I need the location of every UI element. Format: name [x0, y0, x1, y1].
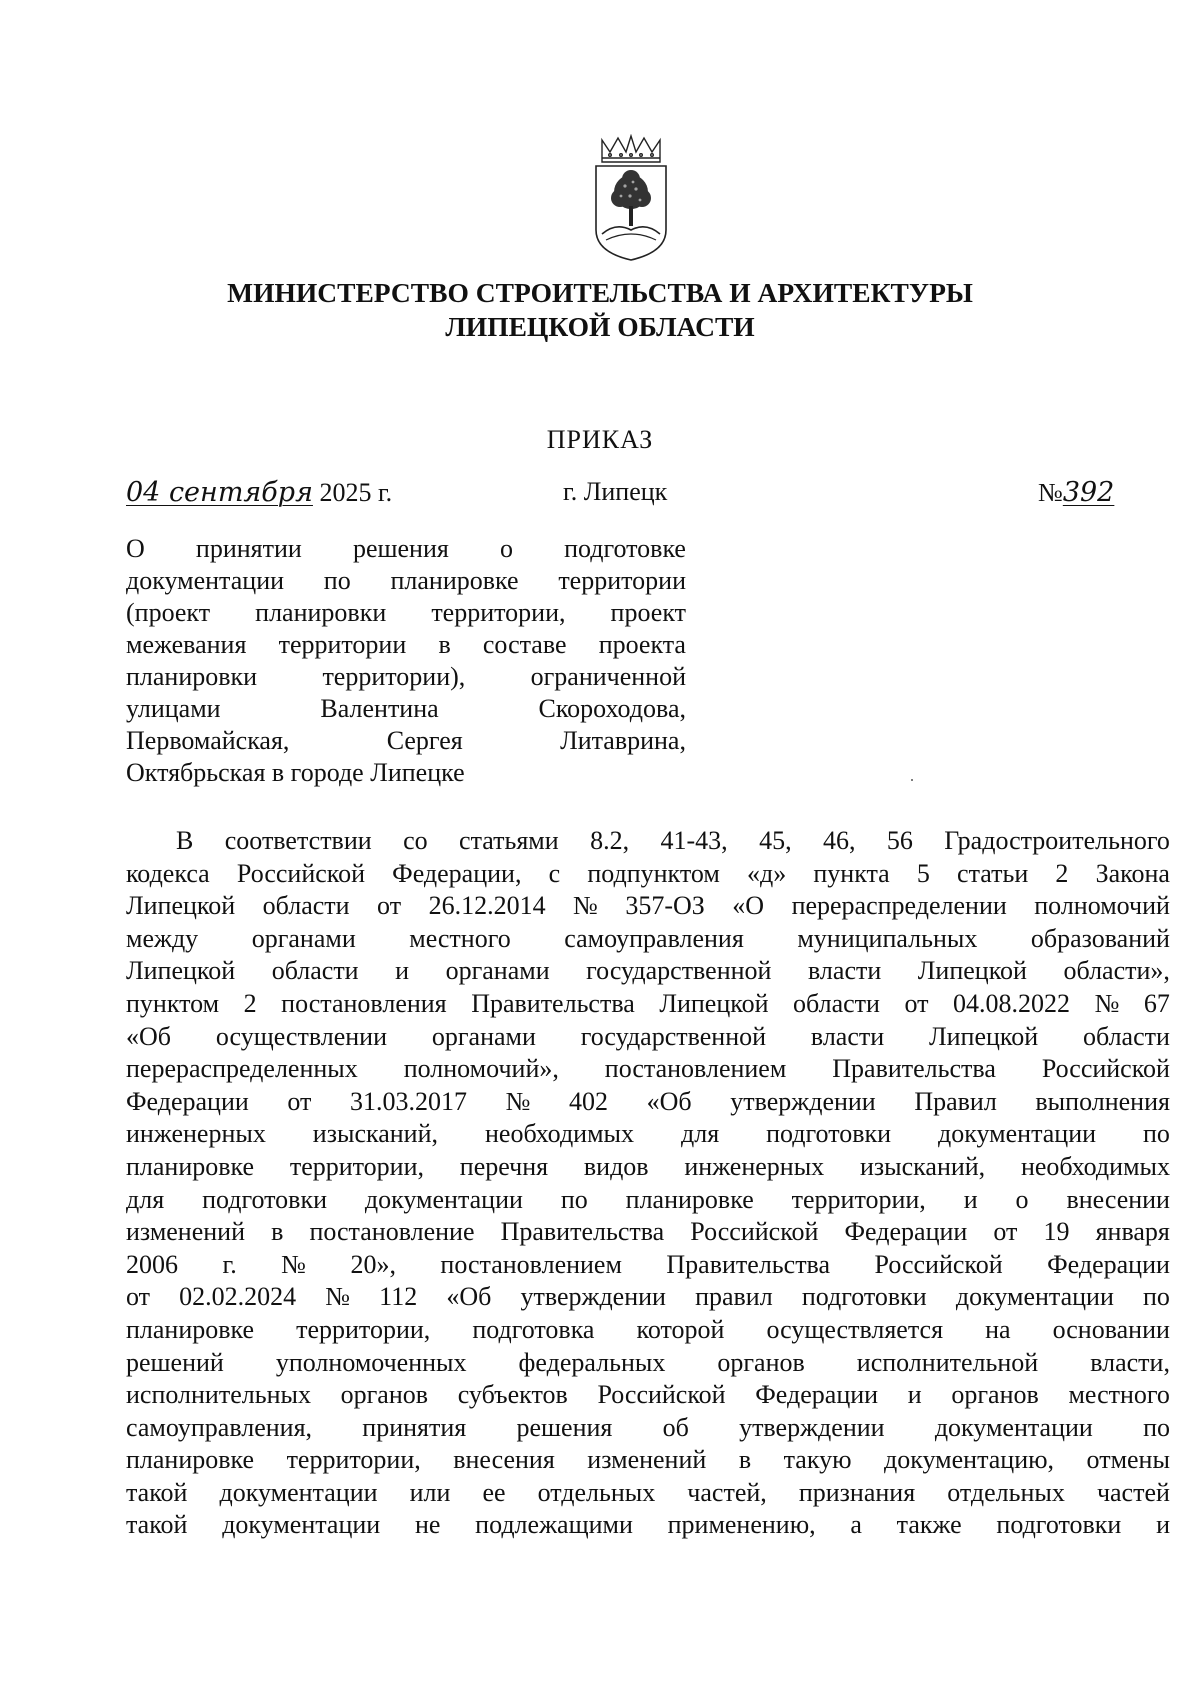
word: и	[963, 1184, 978, 1214]
word: Правительства	[832, 1054, 996, 1084]
body-line	[126, 1053, 1170, 1086]
word: документации	[126, 566, 285, 595]
word: органов	[951, 1380, 1039, 1410]
body-line	[126, 1118, 1170, 1151]
number-sign: №	[1038, 478, 1063, 507]
subject-line	[126, 725, 686, 757]
word: 56	[886, 826, 913, 855]
word: от	[993, 1217, 1018, 1247]
word: документации	[934, 1412, 1093, 1442]
body-line	[126, 1184, 1170, 1217]
word: 402	[569, 1086, 609, 1116]
word: об	[662, 1412, 689, 1442]
handwritten-number: 392	[1062, 477, 1115, 508]
word: самоуправления,	[126, 1412, 313, 1442]
word: планировки	[255, 598, 387, 627]
word: Правил	[914, 1086, 997, 1116]
word: государственной	[586, 956, 772, 986]
word: Правительства	[666, 1249, 831, 1279]
subject-line	[126, 661, 686, 693]
word: органами	[445, 956, 550, 986]
word: 02.02.2024	[179, 1282, 297, 1312]
word: изменений	[126, 1217, 246, 1247]
word: статьи	[957, 858, 1029, 888]
word: о	[1015, 1184, 1029, 1214]
word: от	[904, 988, 929, 1018]
word: Российской	[597, 1380, 726, 1410]
word: утверждении	[520, 1282, 666, 1312]
word: полномочий	[1034, 891, 1170, 921]
subject-line	[126, 693, 686, 725]
word: 2006	[126, 1249, 178, 1279]
word: утверждении	[730, 1086, 876, 1116]
word: образований	[1030, 923, 1170, 953]
word: государственной	[580, 1021, 767, 1051]
word: признания	[798, 1477, 916, 1507]
word: №	[573, 891, 598, 921]
word: в	[438, 630, 451, 659]
word: местного	[409, 923, 511, 953]
word: а	[850, 1510, 862, 1540]
subject-line	[126, 757, 686, 789]
word: подготовка	[472, 1314, 595, 1344]
word: области	[271, 956, 359, 986]
word: 8.2,	[590, 826, 630, 855]
word: решения	[352, 534, 449, 563]
word: Липецкой	[126, 891, 236, 921]
word: О	[126, 534, 145, 563]
word: изысканий,	[312, 1119, 439, 1149]
word: Октябрьская в городе Липецке	[126, 758, 465, 787]
word: 19	[1043, 1217, 1070, 1247]
word: проект	[610, 598, 686, 627]
order-body	[126, 825, 1170, 1542]
word: такую	[783, 1445, 852, 1475]
body-line	[126, 1509, 1170, 1542]
word: необходимых	[1020, 1151, 1170, 1181]
word: выполнения	[1035, 1086, 1170, 1116]
word: отдельных	[947, 1477, 1065, 1507]
word: изысканий,	[859, 1151, 986, 1181]
word: документации	[364, 1184, 523, 1214]
subject-line	[126, 597, 686, 629]
word: перераспределенных	[126, 1054, 358, 1084]
word: области»,	[1063, 956, 1170, 986]
word: Закона	[1095, 858, 1170, 888]
order-year: 2025 г.	[319, 478, 393, 507]
word: органов	[340, 1380, 429, 1410]
body-line	[126, 923, 1170, 956]
word: «Об	[646, 1086, 692, 1116]
word: перераспределении	[791, 891, 1007, 921]
word: В	[176, 826, 194, 855]
word: №	[281, 1249, 306, 1279]
word: «Об	[126, 1021, 172, 1051]
subject-line	[126, 533, 686, 565]
word: кодекса	[126, 858, 210, 888]
word: территории	[558, 566, 686, 595]
word: внесении	[1066, 1184, 1170, 1214]
word: субъектов	[457, 1380, 568, 1410]
word: инженерных	[126, 1119, 266, 1149]
word: самоуправления	[564, 923, 744, 953]
word: «Об	[446, 1282, 492, 1312]
word: 26.12.2014	[428, 891, 546, 921]
word: 20»,	[350, 1249, 396, 1279]
body-line	[126, 1021, 1170, 1054]
word: области	[1083, 1021, 1170, 1051]
order-date	[126, 477, 392, 508]
word: применению,	[667, 1510, 816, 1540]
word: 5	[916, 858, 930, 888]
word: местного	[1068, 1380, 1170, 1410]
word: органами	[251, 923, 356, 953]
word: федеральных	[518, 1347, 666, 1377]
word: органами	[431, 1021, 536, 1051]
word: Сергея	[386, 726, 463, 755]
ministry-heading-line2: ЛИПЕЦКОЙ ОБЛАСТИ	[445, 311, 755, 342]
word: от	[126, 1282, 151, 1312]
word: Скороходова,	[538, 694, 686, 723]
word: Валентина	[320, 694, 439, 723]
word: подготовки	[766, 1119, 892, 1149]
word: для	[126, 1184, 165, 1214]
word: между	[126, 923, 199, 953]
word: улицами	[126, 694, 221, 723]
word: органов	[717, 1347, 805, 1377]
word: ограниченной	[530, 662, 686, 691]
word: области	[793, 988, 880, 1018]
word: Российской	[874, 1249, 1003, 1279]
word: Федерации	[1047, 1249, 1170, 1279]
word: Первомайская,	[126, 726, 290, 755]
word: постановления	[281, 988, 447, 1018]
word: по	[323, 566, 351, 595]
word: решений	[126, 1347, 224, 1377]
word: Российской	[236, 858, 366, 888]
word: по	[560, 1184, 588, 1214]
word: Федерации	[844, 1217, 968, 1247]
word: Липецкой	[929, 1021, 1039, 1051]
body-line	[126, 1314, 1170, 1347]
word: №	[1094, 988, 1120, 1018]
word: №	[505, 1086, 531, 1116]
body-line	[126, 1412, 1170, 1445]
subject-line	[126, 629, 686, 661]
word: планировке	[126, 1445, 255, 1475]
word: от	[377, 891, 402, 921]
body-line	[126, 1379, 1170, 1412]
word: утверждении	[739, 1412, 885, 1442]
word: внесения	[453, 1445, 555, 1475]
word: Литаврина,	[560, 726, 686, 755]
word: межевания	[126, 630, 247, 659]
body-line	[126, 955, 1170, 988]
word: и	[907, 1380, 922, 1410]
word: территории,	[791, 1184, 926, 1214]
word: со	[403, 826, 428, 855]
word: власти	[810, 1021, 885, 1051]
word: постановлением	[604, 1054, 787, 1084]
word: полномочий»,	[403, 1054, 559, 1084]
word: подлежащими	[475, 1510, 633, 1540]
word: от	[287, 1086, 312, 1116]
word: такой	[126, 1477, 188, 1507]
word: подпунктом	[587, 858, 720, 888]
word: документации	[222, 1510, 381, 1540]
word: для	[680, 1119, 720, 1149]
word: (проект	[126, 598, 211, 627]
word: соответствии	[224, 826, 372, 855]
body-line	[126, 1477, 1170, 1510]
word: изменений	[587, 1445, 707, 1475]
subject-line	[126, 565, 686, 597]
word: планировке	[625, 1184, 754, 1214]
word: документации	[938, 1119, 1097, 1149]
order-number	[1038, 477, 1114, 508]
word: отдельных	[537, 1477, 656, 1507]
word: планировке	[390, 566, 519, 595]
word: января	[1095, 1217, 1170, 1247]
body-line	[126, 1216, 1170, 1249]
word: о	[499, 534, 513, 563]
word: необходимых	[484, 1119, 635, 1149]
word: осуществлении	[215, 1021, 388, 1051]
word: Правительства	[500, 1217, 665, 1247]
word: по	[1143, 1119, 1170, 1149]
word: по	[1142, 1282, 1170, 1312]
word: также	[896, 1510, 962, 1540]
body-line	[126, 1444, 1170, 1477]
word: постановлением	[440, 1249, 622, 1279]
word: документации	[219, 1477, 378, 1507]
word: решения	[516, 1412, 613, 1442]
word: документации	[955, 1282, 1114, 1312]
coat-of-arms-emblem	[588, 134, 674, 264]
word: постановление	[309, 1217, 475, 1247]
word: 2	[1055, 858, 1069, 888]
order-subject	[126, 533, 686, 789]
word: планировке	[126, 1314, 255, 1344]
word: в	[271, 1217, 284, 1247]
word: и	[1156, 1510, 1170, 1540]
word: 46,	[822, 826, 856, 855]
word: 67	[1143, 988, 1170, 1018]
word: 41-43,	[660, 826, 728, 855]
word: территории,	[286, 1445, 421, 1475]
word: территории	[278, 630, 407, 659]
word: Липецкой	[917, 956, 1027, 986]
word: перечня	[459, 1151, 549, 1181]
word: и	[395, 956, 410, 986]
word: по	[1143, 1412, 1170, 1442]
word: планировки	[126, 662, 258, 691]
word: Российской	[690, 1217, 819, 1247]
body-line	[126, 1347, 1170, 1380]
word: Правительства	[471, 988, 635, 1018]
word: инженерных	[684, 1151, 825, 1181]
word: 357-ОЗ	[625, 891, 705, 921]
word: или	[409, 1477, 451, 1507]
body-line	[126, 1249, 1170, 1282]
word: проекта	[598, 630, 686, 659]
document-type-title: ПРИКАЗ	[546, 425, 654, 454]
word: осуществляется	[766, 1314, 944, 1344]
word: на	[985, 1314, 1011, 1344]
word: №	[325, 1282, 351, 1312]
word: «д»	[746, 858, 787, 888]
word: власти	[808, 956, 882, 986]
word: правил	[695, 1282, 773, 1312]
word: 2	[243, 988, 257, 1018]
body-line	[126, 1151, 1170, 1184]
word: 112	[379, 1282, 418, 1312]
word: исполнительной	[856, 1347, 1039, 1377]
word: не	[414, 1510, 441, 1540]
stray-mark	[911, 779, 913, 781]
word: составе	[482, 630, 567, 659]
word: ее	[482, 1477, 506, 1507]
word: Градостроительного	[944, 826, 1170, 855]
word: исполнительных	[126, 1380, 311, 1410]
word: Федерации	[126, 1086, 249, 1116]
word: в	[738, 1445, 752, 1475]
word: Липецкой	[126, 956, 236, 986]
word: документацию,	[884, 1445, 1055, 1475]
word: принятии	[195, 534, 302, 563]
body-line	[126, 1086, 1170, 1119]
word: «О	[732, 891, 765, 921]
word: пункта	[813, 858, 890, 888]
word: территории,	[431, 598, 566, 627]
word: основании	[1052, 1314, 1170, 1344]
word: частей,	[687, 1477, 767, 1507]
word: Федерации,	[392, 858, 522, 888]
word: планировке	[126, 1151, 255, 1181]
word: пунктом	[126, 988, 220, 1018]
body-line	[126, 858, 1170, 891]
body-line	[126, 1281, 1170, 1314]
word: территории,	[296, 1314, 431, 1344]
word: территории),	[322, 662, 466, 691]
word: муниципальных	[797, 923, 978, 953]
word: Российской	[1041, 1054, 1170, 1084]
word: статьями	[459, 826, 559, 855]
word: Липецкой	[659, 988, 769, 1018]
word: 04.08.2022	[953, 988, 1071, 1018]
word: подготовки	[996, 1510, 1122, 1540]
body-line	[126, 988, 1170, 1021]
word: такой	[126, 1510, 188, 1540]
word: Федерации	[755, 1380, 879, 1410]
handwritten-date: 04 сентября	[126, 477, 313, 508]
body-line	[126, 825, 1170, 858]
word: которой	[636, 1314, 725, 1344]
word: 31.03.2017	[350, 1086, 468, 1116]
order-city: г. Липецк	[563, 477, 668, 506]
word: подготовки	[801, 1282, 927, 1312]
word: уполномоченных	[275, 1347, 467, 1377]
ministry-heading-line1: МИНИСТЕРСТВО СТРОИТЕЛЬСТВА И АРХИТЕКТУРЫ	[227, 277, 973, 308]
word: подготовке	[564, 534, 686, 563]
word: власти,	[1090, 1347, 1170, 1377]
word: 45,	[759, 826, 792, 855]
body-line	[126, 890, 1170, 923]
word: области	[262, 891, 350, 921]
word: с	[548, 858, 561, 888]
word: г.	[222, 1249, 237, 1279]
word: частей	[1096, 1477, 1170, 1507]
word: принятия	[362, 1412, 467, 1442]
word: отмены	[1086, 1445, 1170, 1475]
word: видов	[583, 1151, 649, 1181]
word: подготовки	[202, 1184, 327, 1214]
word: территории,	[289, 1151, 425, 1181]
